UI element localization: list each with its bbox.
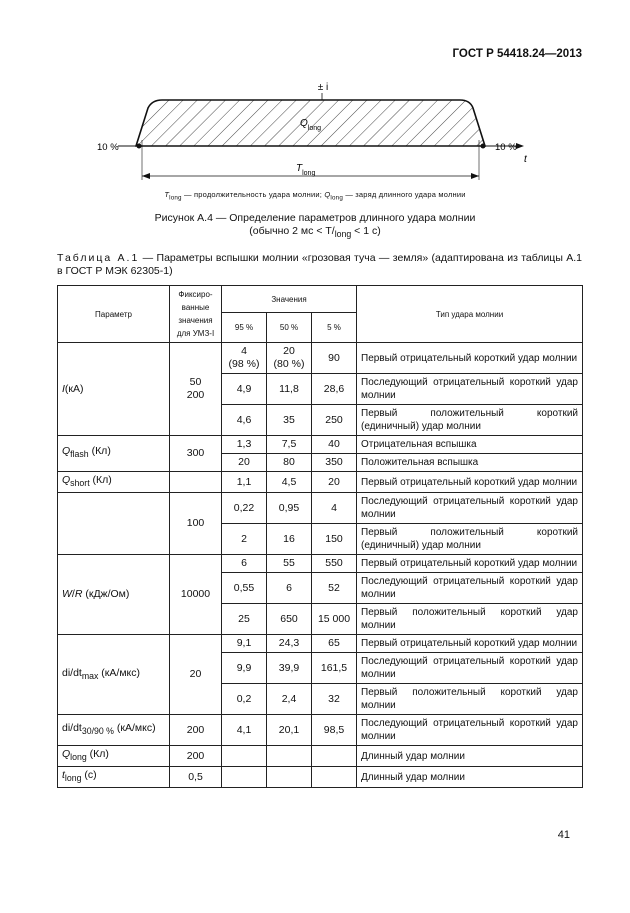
v50-cell: 20,1: [267, 715, 312, 746]
v95-cell: 4,1: [222, 715, 267, 746]
legend-q-subscript: long: [330, 194, 344, 202]
v5-cell: 65: [312, 635, 357, 653]
fixed-cell-wr: 10000: [170, 555, 222, 635]
tlong-arrow-left: [142, 173, 150, 179]
header-param: Параметр: [58, 286, 170, 343]
v50-cell: 35: [267, 405, 312, 436]
time-axis-label: t: [524, 154, 527, 165]
v95-cell: 2: [222, 524, 267, 555]
header-values: Значения: [222, 286, 357, 313]
lightning-parameters-table: [57, 285, 583, 788]
fixed-cell-qflash: 300: [170, 436, 222, 472]
v50-cell: 7,5: [267, 436, 312, 454]
legend-t-symbol: T: [164, 190, 170, 199]
v50-cell: 4,5: [267, 472, 312, 493]
v5-cell: 28,6: [312, 374, 357, 405]
v5-cell: 15 000: [312, 604, 357, 635]
param-cell-qlong: $Q_{long}$ (Кл): [58, 746, 170, 767]
legend-q-desc: — заряд длинного удара молнии: [343, 190, 466, 199]
long-stroke-figure: [0, 0, 630, 185]
header-p50: 50 %: [267, 313, 312, 343]
type-cell: Последующий отрицательный короткий удар молнии: [357, 493, 583, 524]
table-title-text: — Параметры вспышки молнии «грозовая туча — земля» (адаптирована из таблицы А.1 в ГОСТ Р МЭК 62305-1): [57, 252, 582, 277]
tlong-symbol: T: [296, 163, 303, 174]
type-cell: Длинный удар молнии: [357, 767, 583, 788]
table-row: [58, 343, 583, 374]
v95-cell: [222, 746, 267, 767]
caption-line-2-a: (обычно 2 мс < T/: [249, 225, 335, 237]
param-cell-didt3090: $di/dt_{30/90 \%}$ (кА/мкс): [58, 715, 170, 746]
time-axis-arrow: [516, 143, 524, 149]
fixed-cell-didt: 20: [170, 635, 222, 715]
v5-cell: 32: [312, 684, 357, 715]
table-row: [58, 493, 583, 524]
type-cell: Положительная вспышка: [357, 454, 583, 472]
v50-cell: [267, 767, 312, 788]
type-cell: Последующий отрицательный короткий удар молнии: [357, 715, 583, 746]
tlong-arrow-right: [471, 173, 479, 179]
table-row: [58, 767, 583, 788]
type-cell: Отрицательная вспышка: [357, 436, 583, 454]
type-cell: Последующий отрицательный короткий удар молнии: [357, 573, 583, 604]
param-cell-wr: W/R (кДж/Ом): [58, 555, 170, 635]
v95-cell: [222, 767, 267, 788]
current-waveform-hatched: [136, 100, 485, 146]
fixed-cell-didt3090: 200: [170, 715, 222, 746]
v5-cell: 161,5: [312, 653, 357, 684]
v5-cell: 550: [312, 555, 357, 573]
ten-percent-right-label: 10 %: [495, 142, 517, 153]
current-tolerance-label: ± i: [317, 82, 329, 93]
header-row-1: [58, 286, 583, 313]
table-label: Таблица А.1: [57, 252, 140, 264]
v95-cell: 0,22: [222, 493, 267, 524]
type-cell: Последующий отрицательный короткий удар молнии: [357, 653, 583, 684]
fixed-cell-tlong: 0,5: [170, 767, 222, 788]
v5-cell: 250: [312, 405, 357, 436]
header-p95: 95 %: [222, 313, 267, 343]
header-fixed: Фиксиро-ванные значения для УМЗ-I: [170, 286, 222, 343]
param-cell-tlong: $t_{long}$ (с): [58, 767, 170, 788]
header-type: Тип удара молнии: [357, 286, 583, 343]
figure-legend: [0, 190, 630, 202]
v95-cell: 9,1: [222, 635, 267, 653]
type-cell: Первый отрицательный короткий удар молнии: [357, 555, 583, 573]
caption-line-2-b: < 1 с): [351, 225, 381, 237]
v95-cell: 0,2: [222, 684, 267, 715]
param-cell-qflash: $Q_{flash}$ (Кл): [58, 436, 170, 472]
v5-cell: 40: [312, 436, 357, 454]
type-cell: Первый положительный короткий удар молнии: [357, 684, 583, 715]
fixed-cell-qshort: [170, 472, 222, 493]
v50-cell: 24,3: [267, 635, 312, 653]
v5-cell: [312, 746, 357, 767]
type-cell: Последующий отрицательный короткий удар молнии: [357, 374, 583, 405]
table-row: [58, 555, 583, 573]
v95-cell: 1,1: [222, 472, 267, 493]
v50-cell: 80: [267, 454, 312, 472]
param-cell-qshort: $Q_{short}$ (Кл): [58, 472, 170, 493]
table-row: [58, 635, 583, 653]
v50-cell: 2,4: [267, 684, 312, 715]
type-cell: Первый отрицательный короткий удар молнии: [357, 472, 583, 493]
document-header: ГОСТ Р 54418.24—2013: [452, 48, 582, 60]
qlong-symbol: Q: [300, 118, 308, 129]
v50-cell: 20 (80 %): [267, 343, 312, 374]
ten-percent-left-label: 10 %: [97, 142, 119, 153]
legend-t-subscript: long: [169, 194, 182, 202]
v50-cell: 11,8: [267, 374, 312, 405]
type-cell: Первый положительный короткий (единичный) удар молнии: [357, 524, 583, 555]
type-cell: Первый отрицательный короткий удар молнии: [357, 343, 583, 374]
v5-cell: 4: [312, 493, 357, 524]
v50-cell: 16: [267, 524, 312, 555]
type-cell: Первый отрицательный короткий удар молнии: [357, 635, 583, 653]
legend-t-desc: — продолжительность удара молнии;: [181, 190, 325, 199]
header-p5: 5 %: [312, 313, 357, 343]
figure-caption: [0, 212, 630, 241]
v95-cell: 4,6: [222, 405, 267, 436]
type-cell: Длинный удар молнии: [357, 746, 583, 767]
v5-cell: 98,5: [312, 715, 357, 746]
table-row: [58, 436, 583, 454]
v95-cell: 0,55: [222, 573, 267, 604]
param-cell-empty: [58, 493, 170, 555]
v95-cell: 4,9: [222, 374, 267, 405]
tlong-label: [296, 163, 315, 177]
fixed-cell-energy: 100: [170, 493, 222, 555]
ten-percent-marker-left: [137, 144, 142, 149]
ten-percent-marker-right: [481, 144, 486, 149]
v50-cell: 650: [267, 604, 312, 635]
v95-cell: 1,3: [222, 436, 267, 454]
caption-line-2-sub: long: [334, 229, 352, 240]
fixed-cell-i: 50 200: [170, 343, 222, 436]
v50-cell: 39,9: [267, 653, 312, 684]
param-cell-didt: $di/dt_{max}$ (кА/мкс): [58, 635, 170, 715]
v95-cell: 4 (98 %): [222, 343, 267, 374]
caption-line-2: [0, 225, 630, 241]
param-cell-i: I(кА): [58, 343, 170, 436]
table-row: [58, 746, 583, 767]
v95-cell: 9,9: [222, 653, 267, 684]
tlong-subscript: long: [302, 170, 316, 177]
v5-cell: 350: [312, 454, 357, 472]
v95-cell: 6: [222, 555, 267, 573]
v50-cell: 55: [267, 555, 312, 573]
caption-line-1: Рисунок А.4 — Определение параметров длинного удара молнии: [154, 212, 476, 224]
v5-cell: 20: [312, 472, 357, 493]
table-row: [58, 472, 583, 493]
v5-cell: [312, 767, 357, 788]
qlong-subscript: long: [307, 125, 322, 132]
v5-cell: 90: [312, 343, 357, 374]
fixed-cell-qlong: 200: [170, 746, 222, 767]
v95-cell: 25: [222, 604, 267, 635]
v5-cell: 150: [312, 524, 357, 555]
table-row: [58, 715, 583, 746]
type-cell: Первый положительный короткий удар молнии: [357, 604, 583, 635]
v50-cell: [267, 746, 312, 767]
page-number: 41: [557, 829, 570, 841]
v5-cell: 52: [312, 573, 357, 604]
type-cell: Первый положительный короткий (единичный) удар молнии: [357, 405, 583, 436]
v95-cell: 20: [222, 454, 267, 472]
table-title: [57, 252, 582, 278]
v50-cell: 6: [267, 573, 312, 604]
legend-q-symbol: Q: [324, 190, 331, 199]
v50-cell: 0,95: [267, 493, 312, 524]
